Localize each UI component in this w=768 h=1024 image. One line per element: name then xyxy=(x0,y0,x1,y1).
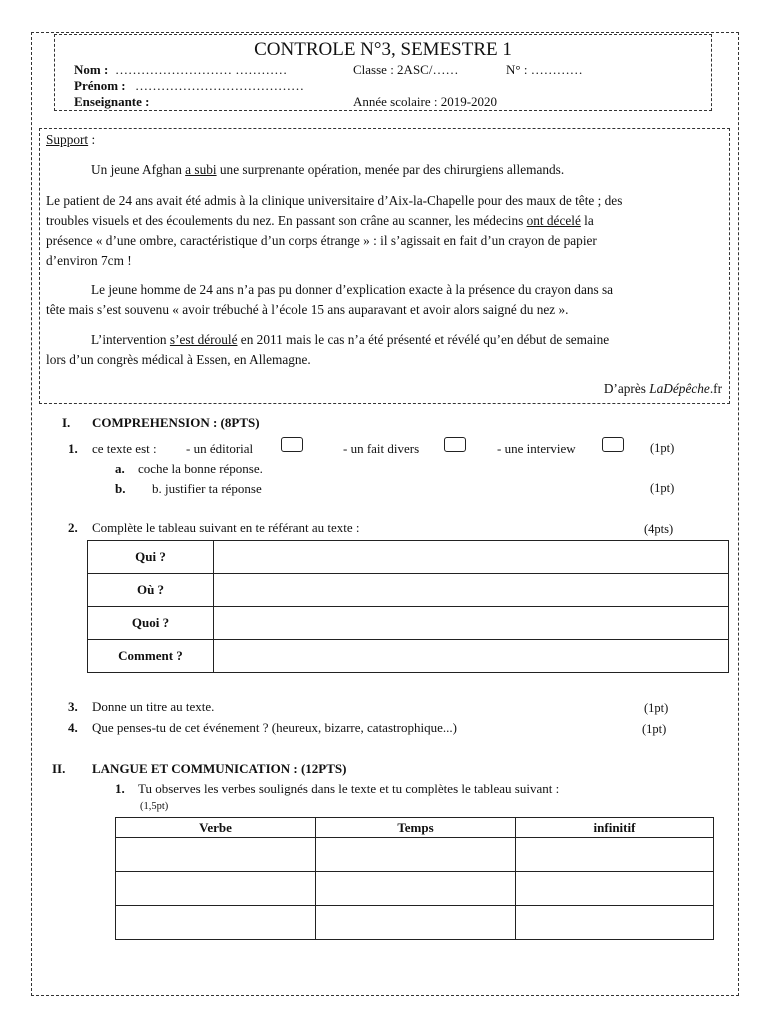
q1b-letter: b. xyxy=(115,481,126,496)
answer-cell[interactable] xyxy=(116,838,316,872)
q4-text: Que penses-tu de cet événement ? (heureux, bizarre, catastrophique...) xyxy=(92,720,457,735)
enseignante-label: Enseignante : xyxy=(74,94,150,109)
paragraph-3-line: tête mais s’est souvenu « avoir trébuché à l’école 15 ans auparavant et avoir alors saigné du nez ». xyxy=(46,302,569,317)
paragraph-3-line: Le jeune homme de 24 ans n’a pas pu donner d’explication exacte à la présence du crayon dans sa xyxy=(91,282,614,297)
answer-cell[interactable] xyxy=(214,640,729,673)
row-label: Comment ? xyxy=(88,640,214,673)
row-label: Où ? xyxy=(88,574,214,607)
column-header: infinitif xyxy=(516,818,714,838)
answer-cell[interactable] xyxy=(316,872,516,906)
verb-table xyxy=(115,817,714,940)
paragraph-2-line: Le patient de 24 ans avait été admis à la clinique universitaire d’Aix-la-Chapelle pour des maux de tête ; des xyxy=(46,193,623,208)
comprehension-table xyxy=(87,540,729,673)
q1-text: ce texte est : xyxy=(92,441,157,456)
q1b-points: (1pt) xyxy=(650,481,675,495)
option-interview-label: - une interview xyxy=(497,441,576,456)
checkbox-fait-divers[interactable] xyxy=(444,437,466,452)
q1a-letter: a. xyxy=(115,461,125,476)
exam-title: CONTROLE N°3, SEMESTRE 1 xyxy=(254,39,512,60)
q1b-text: b. justifier ta réponse xyxy=(152,481,262,496)
answer-cell[interactable] xyxy=(116,906,316,940)
paragraph-2-line: troubles visuels et des écoulements du nez. En passant son crâne au scanner, les médecins ont décelé la xyxy=(46,213,594,228)
support-box xyxy=(39,128,730,404)
table-row xyxy=(116,838,714,872)
q1a-text: coche la bonne réponse. xyxy=(138,461,263,476)
table-row xyxy=(88,607,729,640)
nom-field[interactable]: ……………………… ………… xyxy=(115,62,288,77)
p2-q1-points: (1,5pt) xyxy=(140,801,169,812)
q3-points: (1pt) xyxy=(644,701,669,715)
paragraph-2-line: d’environ 7cm ! xyxy=(46,253,132,268)
column-header: Temps xyxy=(316,818,516,838)
paragraph-1: Un jeune Afghan a subi une surprenante opération, menée par des chirurgiens allemands. xyxy=(91,162,565,177)
table-row xyxy=(88,640,729,673)
support-heading: Support : xyxy=(46,132,96,147)
answer-cell[interactable] xyxy=(214,541,729,574)
checkbox-editorial[interactable] xyxy=(281,437,303,452)
option-editorial-label: - un éditorial xyxy=(186,441,254,456)
q3-number: 3. xyxy=(68,699,78,714)
answer-cell[interactable] xyxy=(316,906,516,940)
p2-q1-number: 1. xyxy=(115,781,125,796)
paragraph-4-line: lors d’un congrès médical à Essen, en Allemagne. xyxy=(46,352,311,367)
q4-number: 4. xyxy=(68,720,78,735)
source-credit: D’après LaDépêche.fr xyxy=(603,381,722,396)
table-row xyxy=(88,541,729,574)
q1-number: 1. xyxy=(68,441,78,456)
q2-number: 2. xyxy=(68,520,78,535)
classe-field[interactable]: Classe : 2ASC/…… xyxy=(353,62,459,77)
answer-cell[interactable] xyxy=(516,838,714,872)
answer-cell[interactable] xyxy=(516,872,714,906)
part1-numeral: I. xyxy=(62,415,71,430)
table-row xyxy=(116,872,714,906)
checkbox-interview[interactable] xyxy=(602,437,624,452)
row-label: Qui ? xyxy=(88,541,214,574)
part1-title: COMPREHENSION : (8PTS) xyxy=(92,415,260,430)
q2-text: Complète le tableau suivant en te référant au texte : xyxy=(92,520,360,535)
answer-cell[interactable] xyxy=(214,574,729,607)
table-row xyxy=(88,574,729,607)
prenom-field[interactable]: ………………………………… xyxy=(135,78,304,93)
answer-cell[interactable] xyxy=(316,838,516,872)
p2-q1-text: Tu observes les verbes soulignés dans le texte et tu complètes le tableau suivant : xyxy=(138,781,560,796)
numero-field[interactable]: N° : ………… xyxy=(506,62,583,77)
table-header-row xyxy=(116,818,714,838)
header-box xyxy=(54,34,712,111)
answer-cell[interactable] xyxy=(214,607,729,640)
prenom-label: Prénom : xyxy=(74,78,126,93)
q1-points: (1pt) xyxy=(650,441,675,455)
q2-points: (4pts) xyxy=(644,522,674,536)
q3-text: Donne un titre au texte. xyxy=(92,699,215,714)
answer-cell[interactable] xyxy=(116,872,316,906)
paragraph-4-line: L’intervention s’est déroulé en 2011 mais le cas n’a été présenté et révélé qu’en début de semaine xyxy=(91,332,610,347)
q4-points: (1pt) xyxy=(642,722,667,736)
column-header: Verbe xyxy=(116,818,316,838)
annee-scolaire: Année scolaire : 2019-2020 xyxy=(353,94,498,109)
option-fait-divers-label: - un fait divers xyxy=(343,441,420,456)
paragraph-2-line: présence « d’une ombre, caractéristique d’un corps étrange » : il s’agissait en fait d’un crayon de papier xyxy=(46,233,597,248)
part2-title: LANGUE ET COMMUNICATION : (12PTS) xyxy=(92,761,347,776)
part2-numeral: II. xyxy=(52,761,66,776)
row-label: Quoi ? xyxy=(88,607,214,640)
answer-cell[interactable] xyxy=(516,906,714,940)
table-row xyxy=(116,906,714,940)
nom-label: Nom : xyxy=(74,62,109,77)
